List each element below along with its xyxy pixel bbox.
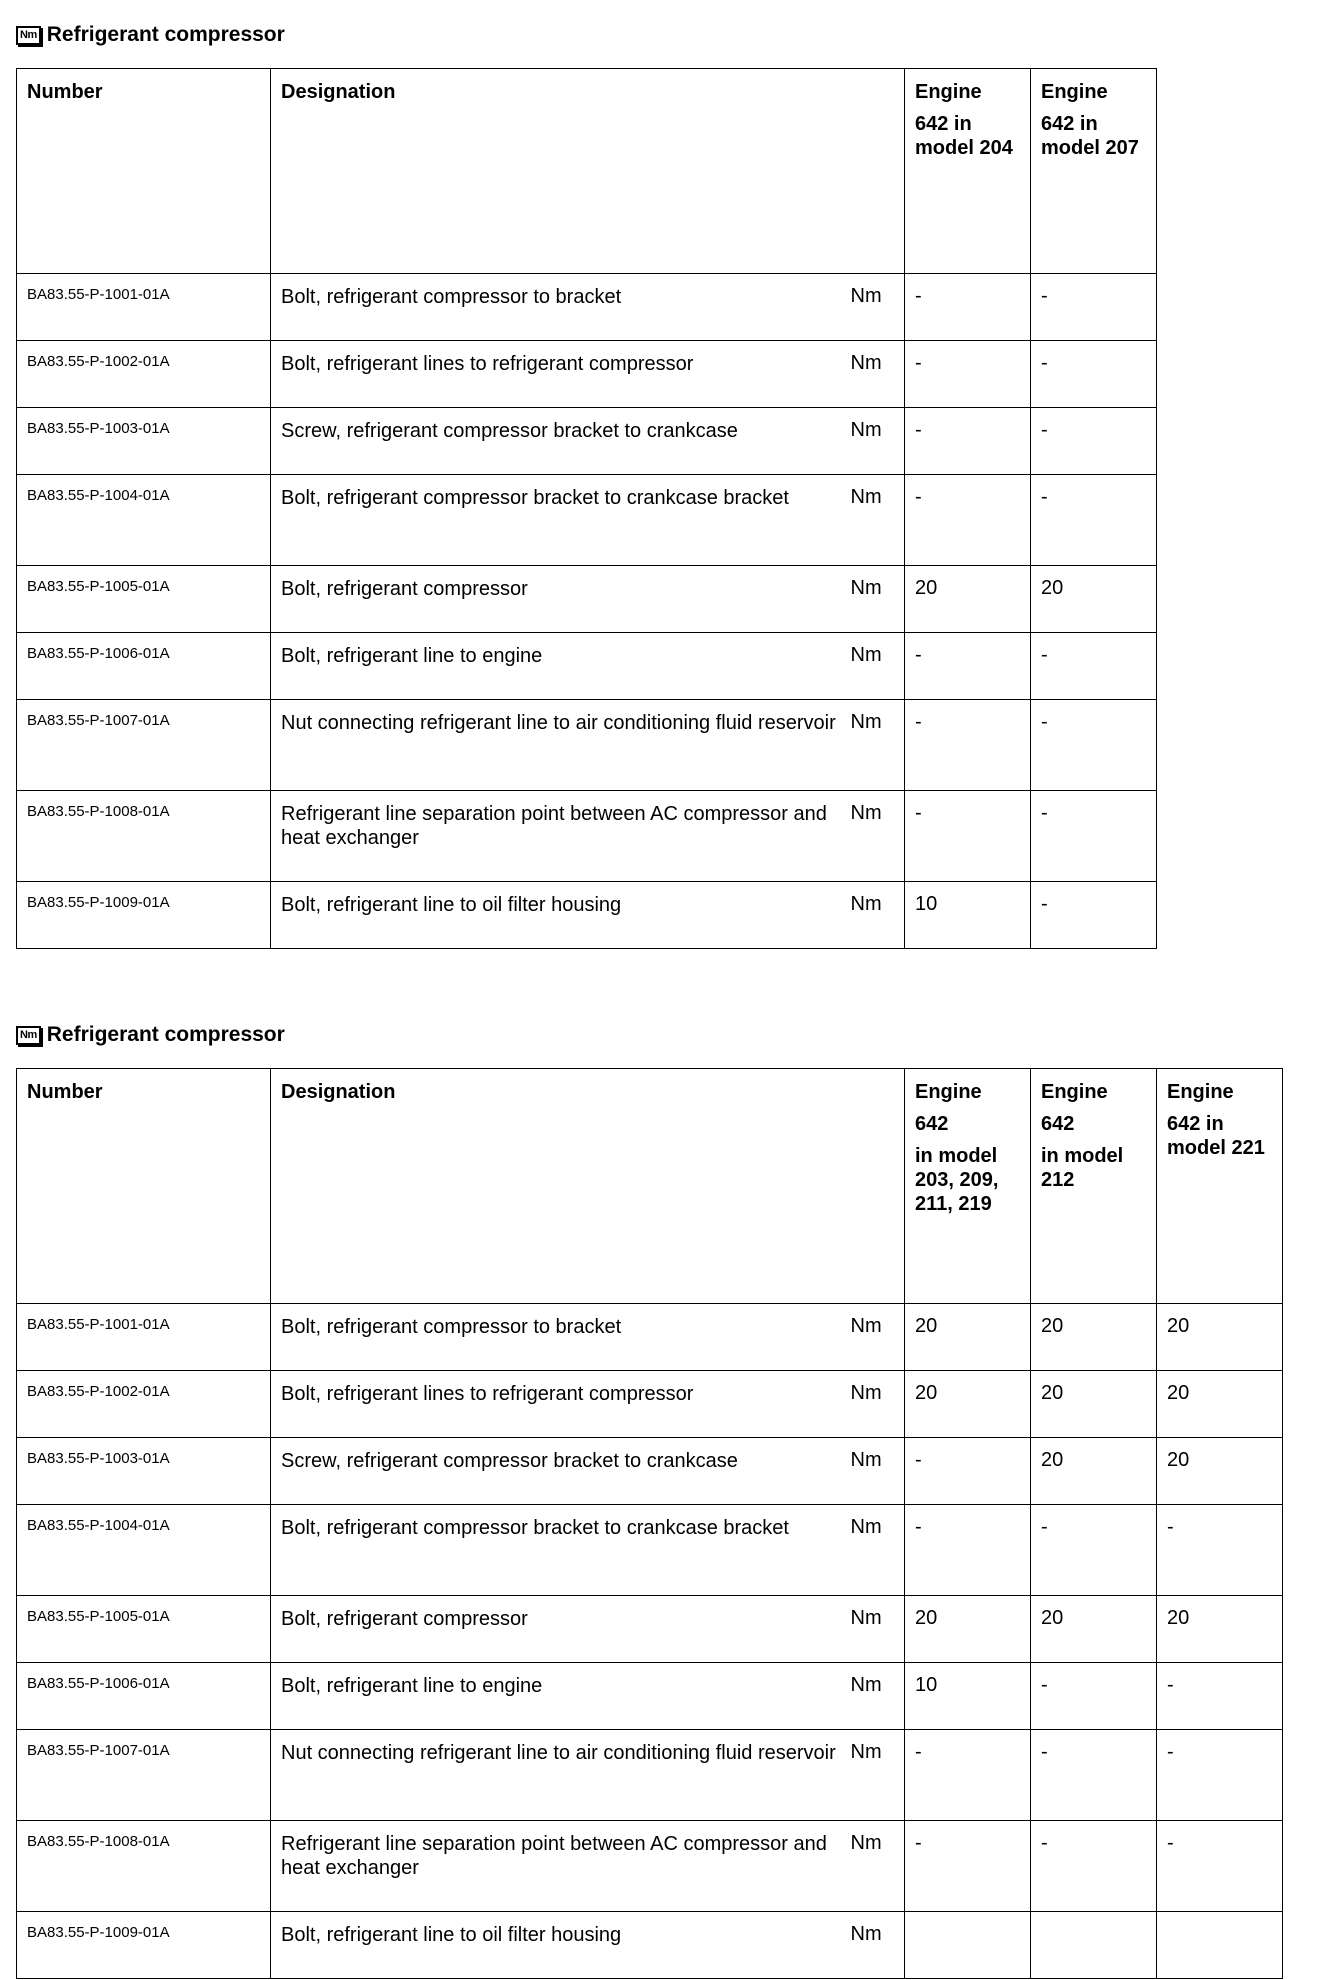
- header-engine-model: in model 203, 209, 211, 219: [915, 1145, 999, 1215]
- row-number: BA83.55-P-1005-01A: [17, 566, 271, 633]
- table-row: [17, 1304, 1283, 1371]
- row-number: BA83.55-P-1004-01A: [17, 475, 271, 566]
- row-value: [1031, 1912, 1157, 1979]
- row-number: BA83.55-P-1003-01A: [17, 408, 271, 475]
- row-value: -: [1157, 1821, 1283, 1912]
- row-value: -: [1031, 700, 1157, 791]
- header-designation: Designation: [271, 1069, 905, 1304]
- table-row: [17, 1596, 1283, 1663]
- row-value: 20: [1157, 1371, 1283, 1438]
- row-number: BA83.55-P-1001-01A: [17, 1304, 271, 1371]
- row-designation: Bolt, refrigerant compressor bracket to crankcase bracket: [271, 1505, 851, 1596]
- table-header-row: [17, 69, 1157, 274]
- row-unit: Nm: [851, 1438, 905, 1505]
- section-title-text: Refrigerant compressor: [46, 23, 285, 46]
- row-unit: Nm: [851, 408, 905, 475]
- row-value: 20: [1031, 1438, 1157, 1505]
- row-unit: Nm: [851, 1304, 905, 1371]
- row-designation: Refrigerant line separation point between AC compressor and heat exchanger: [271, 791, 851, 882]
- table-row: [17, 1730, 1283, 1821]
- row-value: 20: [1157, 1438, 1283, 1505]
- row-value: 20: [905, 1371, 1031, 1438]
- row-value: -: [1157, 1663, 1283, 1730]
- row-unit: Nm: [851, 633, 905, 700]
- row-number: BA83.55-P-1005-01A: [17, 1596, 271, 1663]
- table-row: [17, 882, 1157, 949]
- header-engine: [1157, 1069, 1283, 1304]
- row-value: 10: [905, 1663, 1031, 1730]
- table-row: [17, 1438, 1283, 1505]
- row-value: -: [1157, 1730, 1283, 1821]
- row-value: -: [905, 700, 1031, 791]
- row-number: BA83.55-P-1004-01A: [17, 1505, 271, 1596]
- row-value: -: [905, 408, 1031, 475]
- section-title-text: Refrigerant compressor: [46, 1023, 285, 1046]
- row-unit: Nm: [851, 566, 905, 633]
- row-value: -: [905, 1730, 1031, 1821]
- row-value: 20: [905, 1596, 1031, 1663]
- header-engine: [905, 1069, 1031, 1304]
- row-unit: Nm: [851, 1596, 905, 1663]
- row-value: [905, 1912, 1031, 1979]
- row-designation: Nut connecting refrigerant line to air conditioning fluid reservoir: [271, 700, 851, 791]
- row-unit: Nm: [851, 1821, 905, 1912]
- table-row: [17, 341, 1157, 408]
- table-row: [17, 1371, 1283, 1438]
- row-number: BA83.55-P-1002-01A: [17, 1371, 271, 1438]
- row-designation: Screw, refrigerant compressor bracket to crankcase: [271, 408, 851, 475]
- row-value: -: [1031, 633, 1157, 700]
- row-designation: Bolt, refrigerant compressor to bracket: [271, 1304, 851, 1371]
- row-designation: Screw, refrigerant compressor bracket to crankcase: [271, 1438, 851, 1505]
- row-number: BA83.55-P-1008-01A: [17, 791, 271, 882]
- row-value: -: [905, 1821, 1031, 1912]
- header-number: Number: [17, 1069, 271, 1304]
- row-value: -: [1031, 791, 1157, 882]
- row-unit: Nm: [851, 1505, 905, 1596]
- header-engine-model: 642 in model 207: [1041, 113, 1139, 159]
- torque-table-2: [16, 1068, 1283, 1979]
- row-unit: Nm: [851, 1912, 905, 1979]
- row-value: -: [1031, 1730, 1157, 1821]
- torque-nm-icon: Nm: [16, 26, 41, 45]
- header-engine: [1031, 69, 1157, 274]
- row-value: -: [1031, 475, 1157, 566]
- header-engine-model: 642 in model 204: [915, 113, 1013, 159]
- row-unit: Nm: [851, 791, 905, 882]
- row-value: -: [1031, 1505, 1157, 1596]
- row-value: 20: [1031, 566, 1157, 633]
- row-value: -: [1031, 1821, 1157, 1912]
- table-header-row: [17, 1069, 1283, 1304]
- table-row: [17, 791, 1157, 882]
- row-number: BA83.55-P-1006-01A: [17, 1663, 271, 1730]
- row-value: 20: [1157, 1304, 1283, 1371]
- header-engine-label: Engine: [915, 1081, 982, 1103]
- table-row: [17, 274, 1157, 341]
- row-unit: Nm: [851, 341, 905, 408]
- row-value: -: [1031, 408, 1157, 475]
- table-row: [17, 566, 1157, 633]
- table-row: [17, 700, 1157, 791]
- row-number: BA83.55-P-1008-01A: [17, 1821, 271, 1912]
- header-engine-label: Engine: [915, 81, 982, 103]
- row-designation: Bolt, refrigerant line to engine: [271, 1663, 851, 1730]
- row-value: -: [1031, 882, 1157, 949]
- row-value: 20: [1031, 1596, 1157, 1663]
- row-designation: Refrigerant line separation point between AC compressor and heat exchanger: [271, 1821, 851, 1912]
- row-number: BA83.55-P-1003-01A: [17, 1438, 271, 1505]
- row-designation: Bolt, refrigerant lines to refrigerant compressor: [271, 1371, 851, 1438]
- table-row: [17, 1505, 1283, 1596]
- row-number: BA83.55-P-1002-01A: [17, 341, 271, 408]
- row-number: BA83.55-P-1006-01A: [17, 633, 271, 700]
- section-title-2: [16, 1020, 1283, 1050]
- row-designation: Bolt, refrigerant line to oil filter housing: [271, 1912, 851, 1979]
- row-designation: Bolt, refrigerant lines to refrigerant compressor: [271, 341, 851, 408]
- row-unit: Nm: [851, 1663, 905, 1730]
- row-value: -: [905, 341, 1031, 408]
- row-value: -: [1031, 274, 1157, 341]
- table-row: [17, 1912, 1283, 1979]
- header-engine-label: Engine: [1167, 1081, 1234, 1103]
- torque-section-2: [16, 1020, 1283, 1979]
- row-value: -: [905, 475, 1031, 566]
- torque-table-1: [16, 68, 1157, 949]
- row-designation: Nut connecting refrigerant line to air conditioning fluid reservoir: [271, 1730, 851, 1821]
- row-unit: Nm: [851, 700, 905, 791]
- row-number: BA83.55-P-1009-01A: [17, 882, 271, 949]
- row-value: -: [905, 1438, 1031, 1505]
- table-row: [17, 408, 1157, 475]
- header-engine-code: 642: [915, 1113, 949, 1135]
- section-title-1: [16, 20, 1157, 50]
- row-designation: Bolt, refrigerant compressor bracket to crankcase bracket: [271, 475, 851, 566]
- row-value: 20: [1031, 1304, 1157, 1371]
- row-number: BA83.55-P-1009-01A: [17, 1912, 271, 1979]
- row-value: -: [1157, 1505, 1283, 1596]
- row-designation: Bolt, refrigerant line to oil filter housing: [271, 882, 851, 949]
- row-value: 10: [905, 882, 1031, 949]
- torque-section-1: [16, 20, 1157, 949]
- header-engine: [1031, 1069, 1157, 1304]
- row-value: -: [905, 274, 1031, 341]
- table-row: [17, 475, 1157, 566]
- header-engine-label: Engine: [1041, 81, 1108, 103]
- row-value: [1157, 1912, 1283, 1979]
- row-value: 20: [1157, 1596, 1283, 1663]
- table-row: [17, 1821, 1283, 1912]
- row-value: 20: [1031, 1371, 1157, 1438]
- row-designation: Bolt, refrigerant compressor: [271, 566, 851, 633]
- row-unit: Nm: [851, 475, 905, 566]
- table-row: [17, 1663, 1283, 1730]
- row-designation: Bolt, refrigerant compressor: [271, 1596, 851, 1663]
- row-value: -: [905, 633, 1031, 700]
- row-value: -: [1031, 1663, 1157, 1730]
- row-unit: Nm: [851, 882, 905, 949]
- row-value: -: [905, 1505, 1031, 1596]
- header-number: Number: [17, 69, 271, 274]
- row-value: 20: [905, 566, 1031, 633]
- row-value: 20: [905, 1304, 1031, 1371]
- row-designation: Bolt, refrigerant compressor to bracket: [271, 274, 851, 341]
- row-number: BA83.55-P-1007-01A: [17, 700, 271, 791]
- row-number: BA83.55-P-1007-01A: [17, 1730, 271, 1821]
- header-engine-model: 642 in model 221: [1167, 1113, 1265, 1159]
- torque-nm-icon: Nm: [16, 1026, 41, 1045]
- row-value: -: [905, 791, 1031, 882]
- row-unit: Nm: [851, 274, 905, 341]
- header-engine: [905, 69, 1031, 274]
- header-designation: Designation: [271, 69, 905, 274]
- row-designation: Bolt, refrigerant line to engine: [271, 633, 851, 700]
- table-row: [17, 633, 1157, 700]
- row-unit: Nm: [851, 1730, 905, 1821]
- header-engine-label: Engine: [1041, 1081, 1108, 1103]
- row-unit: Nm: [851, 1371, 905, 1438]
- row-value: -: [1031, 341, 1157, 408]
- header-engine-model: in model 212: [1041, 1145, 1124, 1191]
- row-number: BA83.55-P-1001-01A: [17, 274, 271, 341]
- header-engine-code: 642: [1041, 1113, 1075, 1135]
